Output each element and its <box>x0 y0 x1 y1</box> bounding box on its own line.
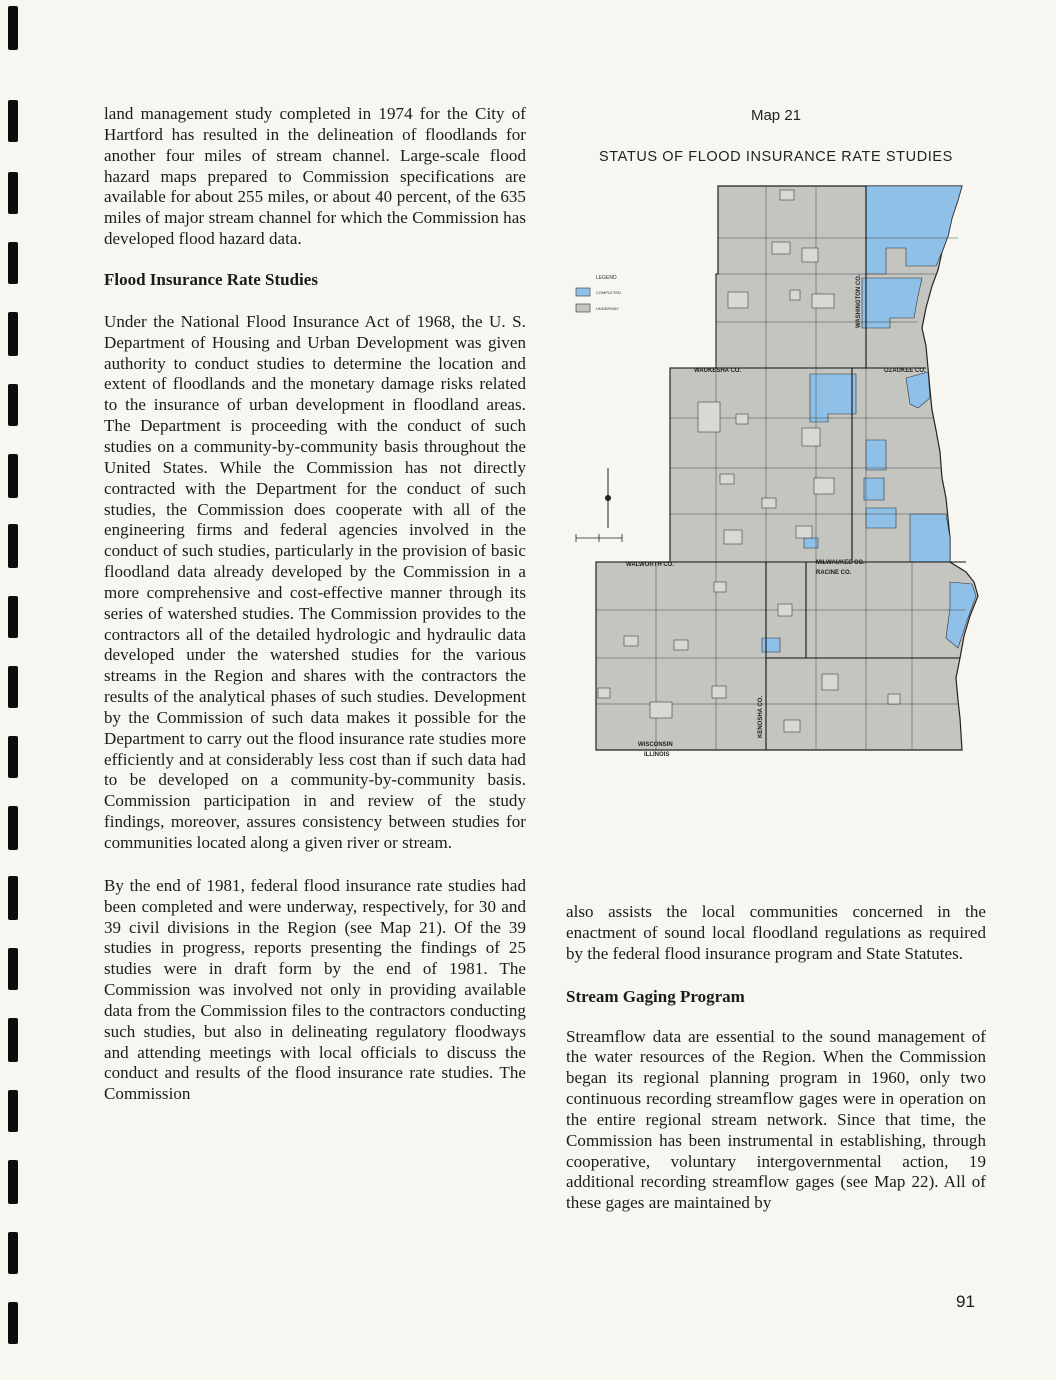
county-label-ozaukee: OZAUKEE CO. <box>884 368 926 374</box>
completed-west-allis <box>864 478 884 500</box>
right-column <box>566 902 986 1214</box>
binding-mark <box>8 6 18 50</box>
binding-mark <box>8 736 18 778</box>
binding-mark <box>8 524 18 568</box>
binding-mark <box>8 312 18 356</box>
binding-mark <box>8 876 18 920</box>
binding-mark <box>8 1090 18 1132</box>
left-column <box>104 104 526 1105</box>
north-arrow <box>605 468 611 528</box>
legend-title: LEGEND <box>596 275 617 281</box>
map-number: Map 21 <box>750 107 802 124</box>
paragraph-end-of-1981-status: By the end of 1981, federal flood insurance rate studies had been completed and were underway, respectively, for 30 and 39 civil divisions in the Region (see Map 21). Of the 39 studies in progress, reports presenting the findings of 25 studies were in draft form by the end of 1981. The Commission was involved not only in providing available data from the Commission files to the contractors conducting such studies, but also in delineating regulatory floodways and attending meetings with local officials to discuss the conduct and results of the flood insurance rate studies. The Commission <box>104 875 526 1104</box>
binding-mark <box>8 806 18 850</box>
heading-flood-insurance-rate-studies: Flood Insurance Rate Studies <box>104 269 318 289</box>
county-label-washington: WASHINGTON CO. <box>856 274 862 328</box>
paragraph-local-regulations: also assists the local communities concerned in the enactment of sound local floodland regulations as required by the federal flood insurance program and State Statutes. <box>566 902 986 963</box>
heading-stream-gaging-program: Stream Gaging Program <box>566 986 745 1006</box>
county-label-racine: RACINE CO. <box>816 570 852 576</box>
binding-mark <box>8 666 18 708</box>
binding-mark <box>8 1018 18 1062</box>
completed-burlington <box>762 638 780 652</box>
binding-mark <box>8 242 18 284</box>
state-label-illinois: ILLINOIS <box>644 752 670 758</box>
binding-mark <box>8 1232 18 1274</box>
binding-mark <box>8 948 18 990</box>
legend-swatch-underway <box>576 304 590 312</box>
completed-greenfield <box>866 508 896 528</box>
state-label-wisconsin: WISCONSIN <box>638 742 673 748</box>
completed-racine-shore <box>946 582 976 648</box>
completed-oak-creek <box>910 514 950 562</box>
scale-bar <box>576 534 622 542</box>
binding-mark <box>8 1302 18 1344</box>
paragraph-national-flood-insurance-act: Under the National Flood Insurance Act of 1968, the U. S. Department of Housing and Urban Development was given authority to conduct studies to determine the location and extent of floodlands and the monetary damage risks related to the insurance of urban development in floodland areas. The Department is proceeding with the conduct of such studies on a community-by-community basis throughout the United States. While the Commission has not directly contracted with the Department for the conduct of such studies, the Commission does cooperate with all of the engineering firms and federal agencies involved in the conduct of such studies, particularly in the provision of basic floodland data already developed by the Commission in a more comprehensive and cost-effective manner through its series of watershed studies. The Commission provides to the contractors all of the detailed hydrologic and hydraulic data developed under the watershed studies for the various streams in the Region and shares with the contractors the results of the analytical phases of such studies. Development by the Commission of such data makes it possible for the Department to carry out the flood insurance rate studies more efficiently and at considerably less cost than if such data had to be developed on a community-by-community basis. Commission participation in and review of the study findings, moreover, assures consistency between studies for communities located along a given river or stream. <box>104 311 526 852</box>
county-label-milwaukee: MILWAUKEE CO. <box>816 560 865 566</box>
completed-ozaukee-north <box>866 186 962 274</box>
binding-mark <box>8 172 18 214</box>
binding-mark <box>8 100 18 142</box>
county-label-kenosha: KENOSHA CO. <box>758 695 764 738</box>
legend-label-completed: COMPLETED <box>596 290 621 295</box>
county-label-waukesha: WAUKESHA CO. <box>694 368 742 374</box>
binding-mark <box>8 454 18 498</box>
paragraph-floodland-mapping: land management study completed in 1974 for the City of Hartford has resulted in the delineation of floodlands for another four miles of stream channel. Large-scale flood hazard maps prepared to Commission specifications are available for about 255 miles, or about 40 percent, of the 635 miles of major stream channel for which the Commission has developed flood hazard data. <box>104 104 526 249</box>
binding-mark <box>8 596 18 638</box>
completed-wauwatosa <box>866 440 886 470</box>
page-number: 91 <box>956 1292 975 1311</box>
binding-mark <box>8 384 18 426</box>
paragraph-streamflow-data: Streamflow data are essential to the sound management of the water resources of the Region. When the Commission began its regional planning program in 1960, only two continuous recording streamflow gages were in operation on the entire regional stream network. Since that time, the Commission has been instrumental in establishing, through cooperative, voluntary intergovernmental action, 19 additional recording streamflow gages (see Map 22). All of these gages are maintained by <box>566 1026 986 1213</box>
flood-insurance-study-map <box>566 178 986 768</box>
map-title: STATUS OF FLOOD INSURANCE RATE STUDIES <box>599 149 953 165</box>
binding-mark <box>8 1160 18 1204</box>
county-label-walworth: WALWORTH CO. <box>626 562 674 568</box>
legend-swatch-completed <box>576 288 590 296</box>
legend-label-underway: UNDERWAY <box>596 306 619 311</box>
